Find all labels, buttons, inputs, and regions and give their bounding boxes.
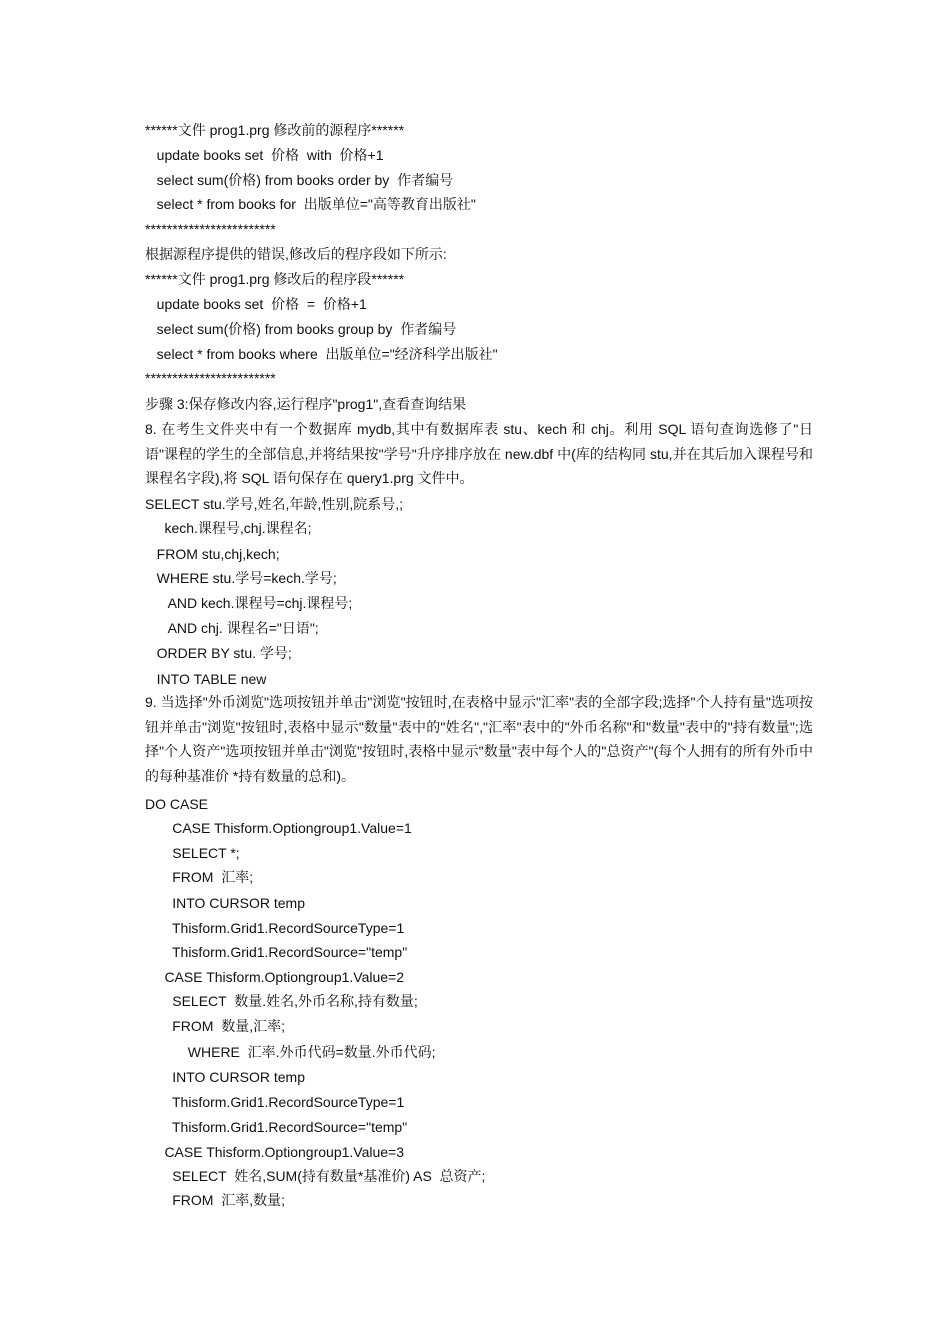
sql-line: FROM stu,chj,kech;: [145, 546, 280, 562]
text-line: ******文件 prog1.prg 修改前的源程序******: [145, 122, 405, 138]
code-line: FROM 数量,汇率;: [145, 1018, 285, 1034]
code-line: SELECT 数量.姓名,外币名称,持有数量;: [145, 993, 418, 1009]
code-line: update books set 价格 = 价格+1: [145, 296, 367, 312]
code-line: select sum(价格) from books group by 作者编号: [145, 321, 457, 337]
sql-line: ORDER BY stu. 学号;: [145, 645, 292, 661]
code-line: FROM 汇率;: [145, 869, 254, 885]
sql-line: AND kech.课程号=chj.课程号;: [145, 595, 353, 611]
sql-line: SELECT stu.学号,姓名,年龄,性别,院系号,;: [145, 496, 404, 512]
code-line: Thisform.Grid1.RecordSource="temp": [145, 944, 408, 960]
question-8-text: 8. 在考生文件夹中有一个数据库 mydb,其中有数据库表 stu、kech 和 chj。利用 SQL 语句查询选修了"日语"课程的学生的全部信息,并将结果按"学号"升序排序放在 new.dbf 中(库的结构同 stu,并在其后加入课程号和课程名字段),将 SQL 语句保存在 query1.prg 文件中。: [145, 421, 813, 486]
step-line: 步骤 3:保存修改内容,运行程序"prog1",查看查询结果: [145, 396, 467, 412]
code-line: INTO CURSOR temp: [145, 1069, 305, 1085]
text-line: 根据源程序提供的错误,修改后的程序段如下所示:: [145, 246, 447, 262]
sql-line: WHERE stu.学号=kech.学号;: [145, 570, 337, 586]
code-line: WHERE 汇率.外币代码=数量.外币代码;: [145, 1044, 436, 1060]
sql-line: INTO TABLE new: [145, 671, 267, 687]
code-line: Thisform.Grid1.RecordSourceType=1: [145, 1094, 405, 1110]
code-line: Thisform.Grid1.RecordSourceType=1: [145, 920, 405, 936]
sql-line: AND chj. 课程名="日语";: [145, 620, 319, 636]
code-line: select sum(价格) from books order by 作者编号: [145, 172, 454, 188]
separator-line: ************************: [145, 221, 276, 237]
code-line: SELECT *;: [145, 845, 240, 861]
code-line: FROM 汇率,数量;: [145, 1192, 285, 1208]
code-line: INTO CURSOR temp: [145, 895, 305, 911]
code-line: select * from books where 出版单位="经济科学出版社": [145, 346, 498, 362]
code-line: CASE Thisform.Optiongroup1.Value=3: [145, 1144, 405, 1160]
text-line: ******文件 prog1.prg 修改后的程序段******: [145, 271, 405, 287]
code-line: select * from books for 出版单位="高等教育出版社": [145, 196, 476, 212]
separator-line: ************************: [145, 370, 276, 386]
code-line: CASE Thisform.Optiongroup1.Value=1: [145, 820, 412, 836]
code-line: CASE Thisform.Optiongroup1.Value=2: [145, 969, 405, 985]
sql-line: kech.课程号,chj.课程名;: [145, 520, 312, 536]
code-line: update books set 价格 with 价格+1: [145, 147, 384, 163]
code-line: SELECT 姓名,SUM(持有数量*基准价) AS 总资产;: [145, 1168, 486, 1184]
code-line: Thisform.Grid1.RecordSource="temp": [145, 1119, 408, 1135]
code-line: DO CASE: [145, 796, 209, 812]
question-9-text: 9. 当选择"外币浏览"选项按钮并单击"浏览"按钮时,在表格中显示"汇率"表的全部字段;选择"个人持有量"选项按钮并单击"浏览"按钮时,表格中显示"数量"表中的"姓名","汇率"表中的"外币名称"和"数量"表中的"持有数量";选择"个人资产"选项按钮并单击"浏览"按钮时,表格中显示"数量"表中每个人的"总资产"(每个人拥有的所有外币中的每种基准价 *持有数量的总和)。: [145, 694, 813, 784]
